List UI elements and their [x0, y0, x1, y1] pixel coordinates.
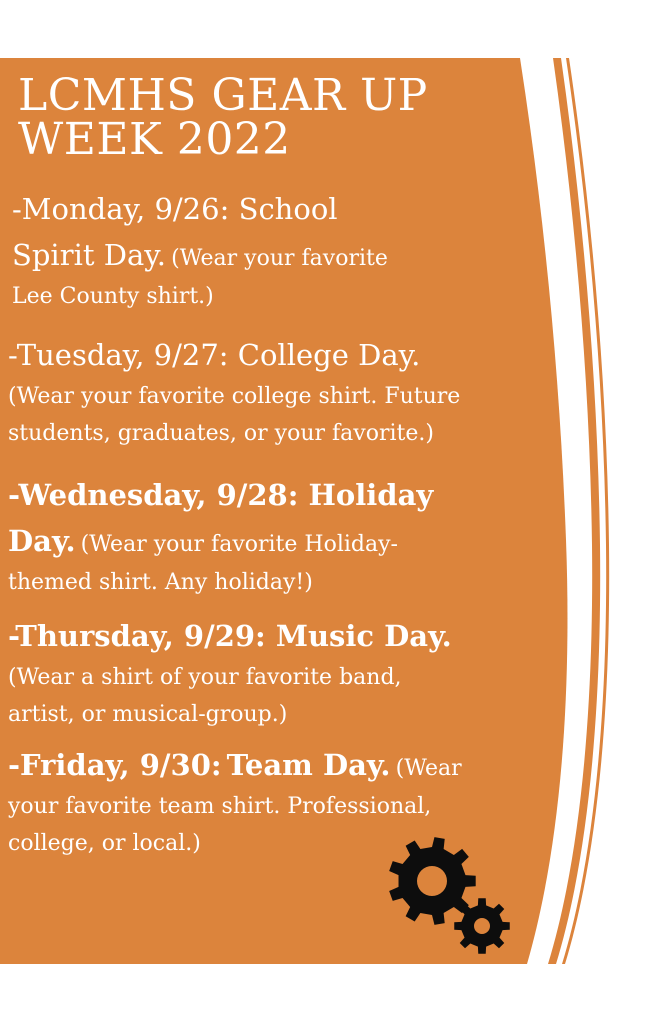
monday-line-2 — [12, 232, 388, 278]
friday-note-line-2: your favorite team shirt. Professional, — [8, 794, 432, 819]
wednesday-line-1 — [8, 472, 433, 518]
small-gear-shape — [454, 898, 510, 954]
title-line-2: WEEK 2022 — [18, 114, 291, 165]
monday-heading: -Monday, 9/26: — [12, 192, 230, 226]
thursday-line-1 — [8, 613, 452, 659]
friday-note-start: (Wear — [395, 756, 462, 781]
monday-line-1 — [12, 186, 388, 232]
monday-theme: School — [238, 192, 338, 226]
tuesday-line-1 — [8, 332, 460, 378]
gears-icon — [386, 836, 514, 960]
friday-note-line-3: college, or local.) — [8, 831, 201, 856]
thursday-note-line-1: (Wear a shirt of your favorite band, — [8, 665, 402, 690]
tuesday-heading: -Tuesday, 9/27: — [8, 338, 229, 372]
wave-stripe-outer — [562, 58, 609, 964]
friday-heading: -Friday, 9/30: — [8, 748, 222, 782]
wednesday-theme: Holiday — [308, 478, 434, 512]
thursday-heading: -Thursday, 9/29: — [8, 619, 266, 653]
tuesday-note-line-1: (Wear your favorite college shirt. Future — [8, 384, 461, 409]
wednesday-note-end: themed shirt. Any holiday!) — [8, 570, 313, 595]
monday-theme-cont: Spirit Day. — [12, 238, 167, 272]
monday-note-end: Lee County shirt.) — [12, 284, 214, 309]
wednesday-note-start: (Wear your favorite Holiday- — [80, 532, 398, 557]
thursday-theme: Music Day. — [275, 619, 452, 653]
friday-line-1 — [8, 742, 462, 788]
tuesday-note-line-2: students, graduates, or your favorite.) — [8, 421, 434, 446]
tuesday-theme: College Day. — [237, 338, 421, 372]
title-line-1: LCMHS GEAR UP — [18, 70, 428, 121]
wednesday-line-2 — [8, 518, 433, 564]
thursday-entry — [8, 613, 452, 733]
small-gear-icon — [454, 898, 510, 954]
monday-entry — [12, 186, 388, 315]
friday-theme: Team Day. — [226, 748, 391, 782]
thursday-note-line-2: artist, or musical-group.) — [8, 702, 288, 727]
wednesday-entry — [8, 472, 433, 601]
tuesday-entry — [8, 332, 460, 452]
monday-note-start: (Wear your favorite — [171, 246, 388, 271]
flyer-title — [18, 70, 428, 165]
wednesday-theme-cont: Day. — [8, 524, 76, 558]
wednesday-heading: -Wednesday, 9/28: — [8, 478, 299, 512]
